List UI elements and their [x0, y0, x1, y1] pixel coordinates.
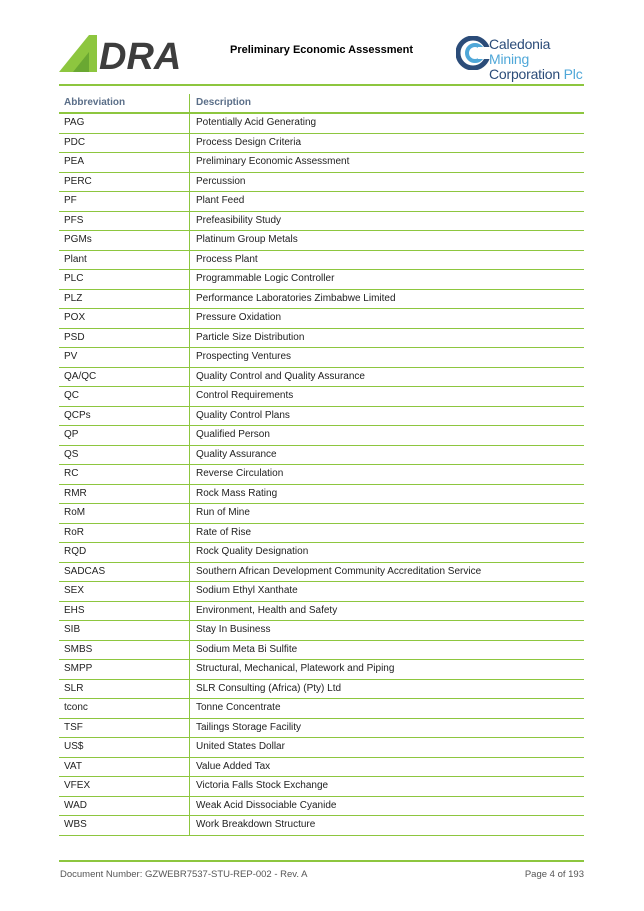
- abbreviation-cell: WBS: [59, 816, 190, 835]
- description-cell: Sodium Ethyl Xanthate: [196, 585, 298, 596]
- abbreviation-cell: QP: [59, 426, 190, 445]
- description-cell: Tailings Storage Facility: [196, 721, 302, 733]
- table-row: [59, 465, 584, 485]
- abbreviations-table: [59, 94, 584, 836]
- abbreviation-cell: SIB: [59, 621, 190, 640]
- abbreviation-cell: EHS: [59, 602, 190, 621]
- description-cell: Environment, Health and Safety: [196, 604, 338, 616]
- table-row: [59, 426, 584, 446]
- abbreviation-cell: PV: [59, 348, 190, 367]
- table-row: [59, 348, 584, 368]
- abbreviation-cell: US$: [59, 738, 190, 757]
- table-row: [59, 797, 584, 817]
- abbreviation-cell: QCPs: [59, 407, 190, 426]
- description-cell: Process Design Criteria: [196, 136, 302, 148]
- table-row: [59, 738, 584, 758]
- description-cell: Performance Laboratories Zimbabwe Limited: [196, 292, 396, 304]
- table-row: [59, 251, 584, 271]
- table-row: [59, 602, 584, 622]
- abbreviation-cell: PLZ: [59, 290, 190, 309]
- table-row: [59, 407, 584, 427]
- column-header-description: Description: [196, 97, 252, 108]
- description-cell: Process Plant: [196, 253, 258, 265]
- abbreviation-cell: RoR: [59, 524, 190, 543]
- abbreviation-cell: RMR: [59, 485, 190, 504]
- description-cell: Platinum Group Metals: [196, 234, 298, 245]
- table-row: [59, 192, 584, 212]
- caledonia-logo-icon: [456, 36, 490, 70]
- description-cell: Potentially Acid Generating: [196, 117, 317, 128]
- description-cell: Quality Control Plans: [196, 409, 290, 421]
- description-cell: Rate of Rise: [196, 526, 252, 538]
- abbreviation-cell: PF: [59, 192, 190, 211]
- table-row: [59, 641, 584, 661]
- table-row: [59, 582, 584, 602]
- abbreviation-cell: QA/QC: [59, 368, 190, 387]
- description-cell: Reverse Circulation: [196, 468, 284, 479]
- table-row: [59, 290, 584, 310]
- table-row: [59, 212, 584, 232]
- abbreviation-cell: SLR: [59, 680, 190, 699]
- table-row: [59, 758, 584, 778]
- description-cell: Pressure Oxidation: [196, 312, 282, 323]
- description-cell: Quality Assurance: [196, 448, 277, 460]
- table-row: [59, 329, 584, 349]
- abbreviation-cell: RQD: [59, 543, 190, 562]
- description-cell: Sodium Meta Bi Sulfite: [196, 643, 298, 655]
- abbreviation-cell: POX: [59, 309, 190, 328]
- document-number: Document Number: GZWEBR7537-STU-REP-002 - Rev. A: [60, 869, 308, 880]
- description-cell: Qualified Person: [196, 429, 270, 440]
- description-cell: Quality Control and Quality Assurance: [196, 370, 365, 382]
- description-cell: Value Added Tax: [196, 760, 271, 772]
- dra-logo-text: DRA: [99, 36, 182, 73]
- table-row: [59, 563, 584, 583]
- description-cell: Preliminary Economic Assessment: [196, 156, 350, 167]
- description-cell: United States Dollar: [196, 741, 285, 752]
- table-row: [59, 699, 584, 719]
- description-cell: Control Requirements: [196, 390, 294, 401]
- abbreviation-cell: RC: [59, 465, 190, 484]
- description-cell: Rock Mass Rating: [196, 487, 278, 499]
- abbreviation-cell: PDC: [59, 134, 190, 153]
- page-title: Preliminary Economic Assessment: [229, 44, 413, 56]
- abbreviation-cell: QS: [59, 446, 190, 465]
- description-cell: Structural, Mechanical, Platework and Piping: [196, 663, 395, 674]
- description-cell: SLR Consulting (Africa) (Pty) Ltd: [196, 682, 342, 694]
- abbreviation-cell: PFS: [59, 212, 190, 231]
- abbreviation-cell: PSD: [59, 329, 190, 348]
- table-header-row: [59, 94, 584, 114]
- table-row: [59, 816, 584, 836]
- description-cell: Southern African Development Community Accreditation Service: [196, 565, 482, 577]
- table-row: [59, 114, 584, 134]
- abbreviation-cell: PEA: [59, 153, 190, 172]
- abbreviation-cell: SEX: [59, 582, 190, 601]
- description-cell: Rock Quality Designation: [196, 546, 309, 557]
- table-row: [59, 134, 584, 154]
- table-row: [59, 524, 584, 544]
- table-row: [59, 173, 584, 193]
- table-row: [59, 543, 584, 563]
- description-cell: Work Breakdown Structure: [196, 819, 316, 830]
- table-row: [59, 153, 584, 173]
- description-cell: Prefeasibility Study: [196, 214, 282, 226]
- table-row: [59, 485, 584, 505]
- table-row: [59, 777, 584, 797]
- abbreviation-cell: Plant: [59, 251, 190, 270]
- description-cell: Plant Feed: [196, 195, 245, 206]
- description-cell: Prospecting Ventures: [196, 351, 292, 362]
- abbreviation-cell: SMPP: [59, 660, 190, 679]
- table-row: [59, 309, 584, 329]
- description-cell: Weak Acid Dissociable Cyanide: [196, 799, 337, 811]
- abbreviation-cell: PGMs: [59, 231, 190, 250]
- description-cell: Tonne Concentrate: [196, 702, 281, 713]
- page-number: Page 4 of 193: [524, 869, 584, 880]
- caledonia-logo: [456, 34, 584, 82]
- page-header: [59, 30, 584, 82]
- abbreviation-cell: RoM: [59, 504, 190, 523]
- table-row: [59, 680, 584, 700]
- abbreviation-cell: SMBS: [59, 641, 190, 660]
- abbreviation-cell: QC: [59, 387, 190, 406]
- column-header-abbreviation: Abbreviation: [59, 94, 190, 112]
- abbreviation-cell: TSF: [59, 719, 190, 738]
- caledonia-logo-text: Caledonia Mining Corporation Plc: [489, 36, 583, 82]
- description-cell: Stay In Business: [196, 624, 271, 635]
- table-row: [59, 719, 584, 739]
- table-row: [59, 621, 584, 641]
- abbreviation-cell: WAD: [59, 797, 190, 816]
- table-row: [59, 270, 584, 290]
- table-row: [59, 504, 584, 524]
- description-cell: Particle Size Distribution: [196, 331, 305, 343]
- abbreviation-cell: PLC: [59, 270, 190, 289]
- abbreviation-cell: VAT: [59, 758, 190, 777]
- abbreviation-cell: tconc: [59, 699, 190, 718]
- table-row: [59, 446, 584, 466]
- description-cell: Programmable Logic Controller: [196, 273, 335, 284]
- footer-divider: [59, 860, 584, 862]
- table-row: [59, 660, 584, 680]
- description-cell: Run of Mine: [196, 507, 250, 518]
- abbreviation-cell: SADCAS: [59, 563, 190, 582]
- table-row: [59, 387, 584, 407]
- description-cell: Victoria Falls Stock Exchange: [196, 780, 329, 791]
- table-row: [59, 368, 584, 388]
- table-row: [59, 231, 584, 251]
- abbreviation-cell: PERC: [59, 173, 190, 192]
- header-divider: [59, 84, 584, 86]
- abbreviation-cell: VFEX: [59, 777, 190, 796]
- description-cell: Percussion: [196, 175, 246, 187]
- abbreviation-cell: PAG: [59, 114, 190, 133]
